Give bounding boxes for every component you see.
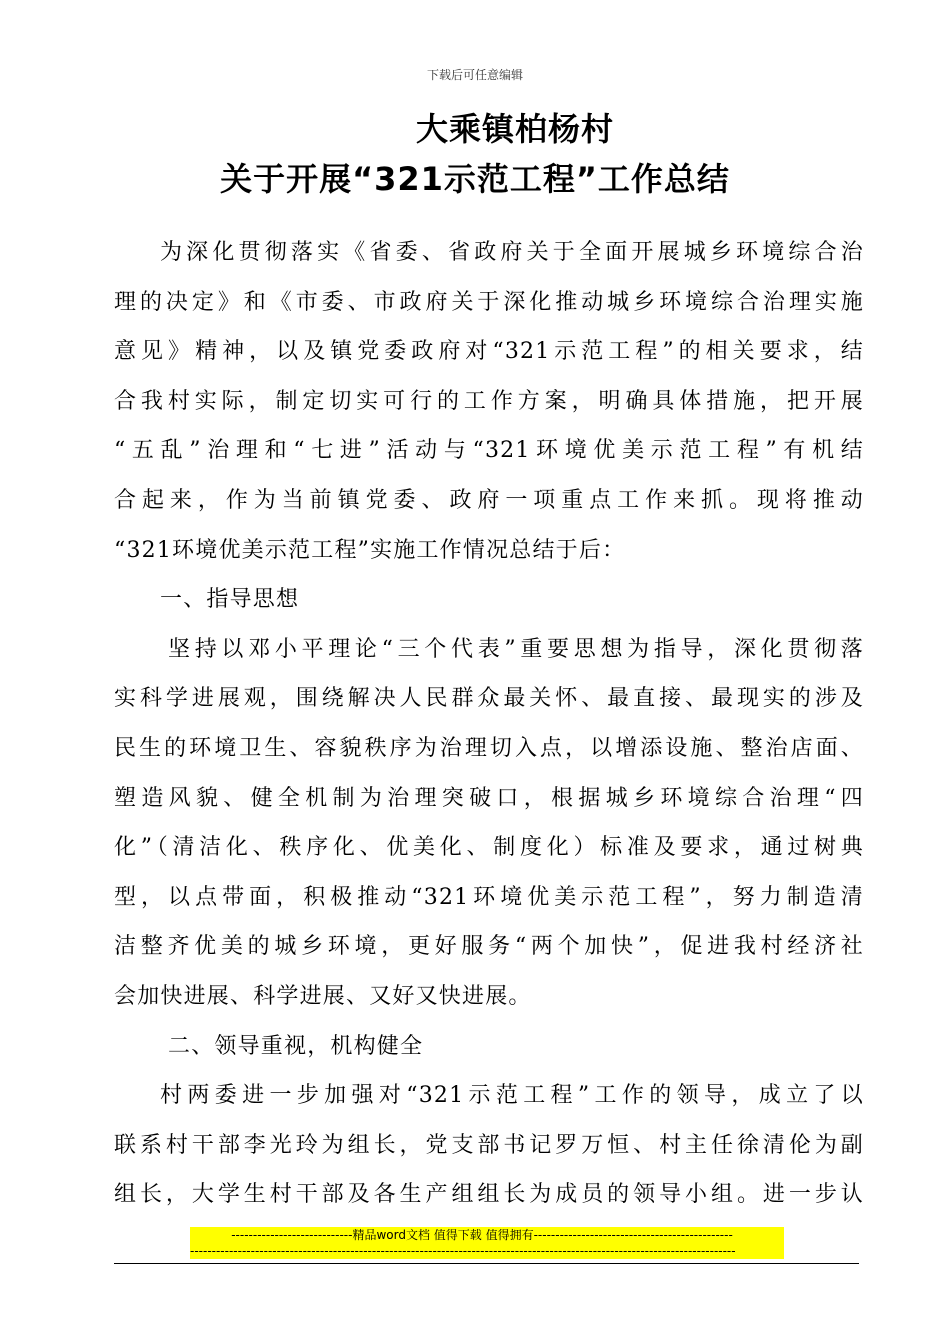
section-heading: 一、指导思想 (160, 587, 300, 613)
footer-banner (190, 1227, 784, 1259)
body-line: 实科学进展观，围绕解决人民群众最关怀、最直接、最现实的涉及 (114, 686, 864, 712)
body-line: 理的决定》和《市委、市政府关于深化推动城乡环境综合治理实施 (114, 289, 864, 315)
footer-banner-line-1: ----------------------------精品word文档 值得下载 值得拥有---------------------------------------------- (231, 1228, 733, 1242)
body-line: 联系村干部李光玲为组长，党支部书记罗万恒、村主任徐清伦为副 (114, 1132, 864, 1158)
body-line: 村两委进一步加强对“321示范工程”工作的领导，成立了以 (160, 1083, 864, 1109)
body-line: 合我村实际，制定切实可行的工作方案，明确具体措施，把开展 (114, 388, 864, 414)
body-line: 化”（清洁化、秩序化、优美化、制度化）标准及要求，通过树典 (114, 835, 864, 861)
section-heading: 二、领导重视，机构健全 (168, 1033, 424, 1059)
document-body (114, 228, 864, 1220)
body-line: “五乱”治理和“七进”活动与“321环境优美示范工程”有机结 (114, 438, 864, 464)
document-title-line-2: 关于开展“321示范工程”工作总结 (220, 160, 730, 198)
body-line: 塑造风貌、健全机制为治理突破口，根据城乡环境综合治理“四 (114, 785, 864, 811)
header-note: 下载后可任意编辑 (426, 68, 523, 82)
body-line: 民生的环境卫生、容貌秩序为治理切入点，以增添设施、整治店面、 (114, 735, 864, 761)
footer-divider (114, 1263, 859, 1264)
body-line: 组长，大学生村干部及各生产组组长为成员的领导小组。进一步认 (114, 1182, 864, 1208)
footer-banner-line-2: ------------------------------------------------------------------------------------------------------------------------------ (190, 1244, 736, 1258)
body-line: 型，以点带面，积极推动“321环境优美示范工程”，努力制造清 (114, 884, 864, 910)
body-line: 坚持以邓小平理论“三个代表”重要思想为指导，深化贯彻落 (168, 636, 864, 662)
body-line: 洁整齐优美的城乡环境，更好服务“两个加快”，促进我村经济社 (114, 934, 864, 960)
document-title-line-1: 大乘镇柏杨村 (415, 110, 614, 148)
body-line: 会加快进展、科学进展、又好又快进展。 (114, 983, 532, 1009)
body-line: “321环境优美示范工程”实施工作情况总结于后： (114, 537, 626, 563)
body-line: 为深化贯彻落实《省委、省政府关于全面开展城乡环境综合治 (160, 240, 864, 265)
body-line: 意见》精神，以及镇党委政府对“321示范工程”的相关要求，结 (114, 339, 864, 365)
body-line: 合起来，作为当前镇党委、政府一项重点工作来抓。现将推动 (114, 487, 864, 513)
